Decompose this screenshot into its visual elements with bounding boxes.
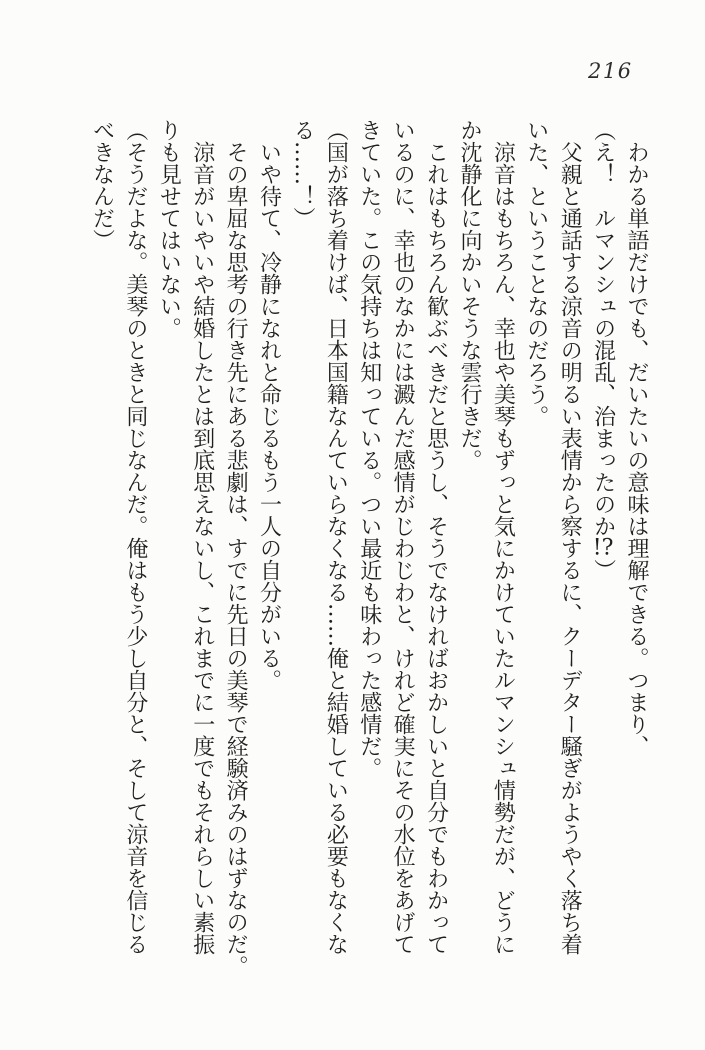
paragraph: これはもちろん歓ぶべきだと思うし、そうでなければおかしいと自分でもわかって いるのに、幸也のなかには澱んだ感情がじわじわと、けれど確実にその水位をあげて きていた。この気持ちは知っている。つい最近も味わった感情だ。 xyxy=(356,119,449,955)
paragraph: 父親と通話する涼音の明るい表情から察するに、クーデター騒ぎがようやく落ち着 いた、ということなのだろう。 xyxy=(523,119,583,955)
page-number: 216 xyxy=(588,59,633,83)
paragraph: （そうだよな。美琴のときと同じなんだ。俺はもう少し自分と、そして涼音を信じる べきなんだ） xyxy=(89,119,148,955)
paragraph: 涼音がいやいや結婚したとは到底思えないし、これまでに一度でもそれらしい素振 りも見せてはいない。 xyxy=(156,119,215,955)
paragraph: （国が落ち着けば、日本国籍なんていらなくなる……俺と結婚している必要もなくな る……！） xyxy=(289,119,349,955)
paragraph: その卑屈な思考の行き先にある悲劇は、すでに先日の美琴で経験済みのはずなのだ。 xyxy=(223,141,249,977)
tatechuyoko: !? xyxy=(592,537,614,559)
paragraph: わかる単語だけでも、だいたいの意味は理解できる。つまり、 xyxy=(624,141,649,757)
paragraph: いや待て、冷静になれと命じるもう一人の自分がいる。 xyxy=(256,141,282,691)
body-text xyxy=(85,119,653,981)
paragraph: （え！ ルマンシュの混乱、治まったのか!?） xyxy=(590,119,616,581)
paragraph: 涼音はもちろん、幸也や美琴もずっと気にかけていたルマンシュ情勢だが、どうに か沈静化に向かいそうな雲行きだ。 xyxy=(456,119,516,955)
